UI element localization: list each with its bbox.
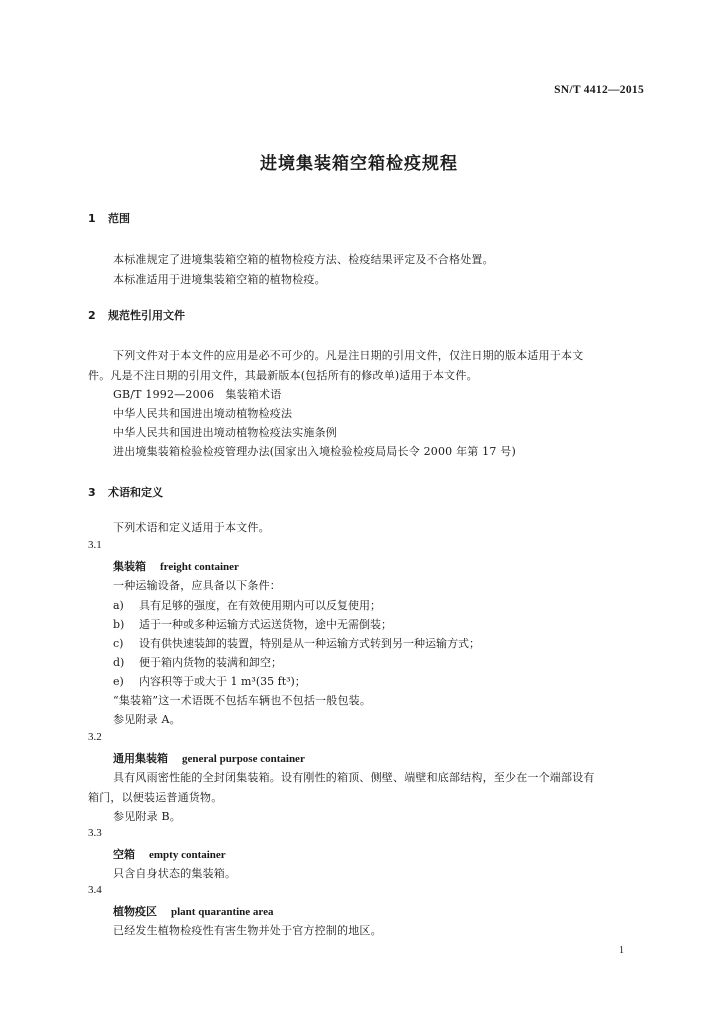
paragraph-continuation: 件。凡是不注日期的引用文件，其最新版本(包括所有的修改单)适用于本文件。	[88, 369, 478, 382]
list-item	[113, 654, 282, 670]
list-item	[113, 616, 392, 632]
term-zh: 集装箱	[113, 560, 146, 573]
list-marker: e)	[113, 675, 124, 688]
section-title: 术语和定义	[108, 486, 163, 499]
paragraph: 本标准适用于进境集装箱空箱的植物检疫。	[113, 273, 326, 286]
term-definition: 已经发生植物检疫性有害生物并处于官方控制的地区。	[113, 924, 382, 937]
term-definition: 一种运输设备，应具备以下条件：	[113, 579, 281, 592]
section-heading	[88, 484, 163, 500]
section-number: 3	[88, 486, 96, 499]
list-text: 内容积等于或大于 1 m³(35 ft³)；	[139, 675, 306, 688]
list-item	[113, 635, 480, 651]
term-en: empty container	[149, 849, 226, 861]
term-en: general purpose container	[182, 753, 305, 765]
term-heading	[113, 558, 239, 574]
annex-reference: 参见附录 B。	[113, 810, 181, 823]
section-title: 规范性引用文件	[108, 309, 185, 322]
section-heading	[88, 210, 130, 226]
paragraph: 下列术语和定义适用于本文件。	[113, 521, 270, 534]
list-text: 设有供快速装卸的装置，特别是从一种运输方式转到另一种运输方式；	[139, 637, 480, 650]
section-title: 范围	[108, 212, 130, 225]
reference-item: 进出境集装箱检验检疫管理办法(国家出入境检验检疫局局长令 2000 年第 17 号)	[113, 445, 516, 458]
section-number: 2	[88, 309, 96, 322]
section-number: 1	[88, 212, 96, 225]
list-text: 具有足够的强度，在有效使用期内可以反复使用；	[139, 599, 381, 612]
list-marker: d)	[113, 656, 125, 669]
list-marker: b)	[113, 618, 125, 631]
term-number: 3.4	[88, 884, 102, 896]
term-note: “集装箱”这一术语既不包括车辆也不包括一般包装。	[113, 694, 372, 707]
term-zh: 空箱	[113, 848, 135, 861]
term-definition: 只含自身状态的集装箱。	[113, 867, 237, 880]
reference-item: GB/T 1992—2006 集装箱术语	[113, 388, 282, 401]
paragraph: 本标准规定了进境集装箱空箱的植物检疫方法、检疫结果评定及不合格处置。	[113, 253, 494, 266]
list-marker: a)	[113, 599, 124, 612]
section-heading	[88, 307, 185, 323]
list-marker: c)	[113, 637, 124, 650]
term-definition-continuation: 箱门，以便装运普通货物。	[88, 791, 223, 804]
list-text: 适于一种或多种运输方式运送货物，途中无需倒装；	[139, 618, 392, 631]
term-zh: 植物疫区	[113, 905, 157, 918]
term-number: 3.3	[88, 827, 102, 839]
term-zh: 通用集装箱	[113, 752, 168, 765]
list-item	[113, 673, 306, 689]
term-heading	[113, 846, 226, 862]
page-number: 1	[619, 945, 624, 956]
term-heading	[113, 903, 273, 919]
standard-number: SN/T 4412—2015	[554, 84, 644, 96]
reference-item: 中华人民共和国进出境动植物检疫法实施条例	[113, 426, 337, 439]
term-heading	[113, 750, 305, 766]
list-text: 便于箱内货物的装满和卸空；	[139, 656, 282, 669]
term-en: plant quarantine area	[171, 906, 274, 918]
term-definition: 具有风雨密性能的全封闭集装箱。设有刚性的箱顶、侧壁、端壁和底部结构，至少在一个端部设有	[113, 771, 595, 784]
paragraph: 下列文件对于本文件的应用是必不可少的。凡是注日期的引用文件，仅注日期的版本适用于本文	[113, 349, 584, 362]
document-title: 进境集装箱空箱检疫规程	[260, 154, 458, 174]
reference-item: 中华人民共和国进出境动植物检疫法	[113, 407, 293, 420]
term-number: 3.1	[88, 539, 102, 551]
term-en: freight container	[160, 561, 239, 573]
annex-reference: 参见附录 A。	[113, 713, 181, 726]
list-item	[113, 597, 381, 613]
term-number: 3.2	[88, 731, 102, 743]
